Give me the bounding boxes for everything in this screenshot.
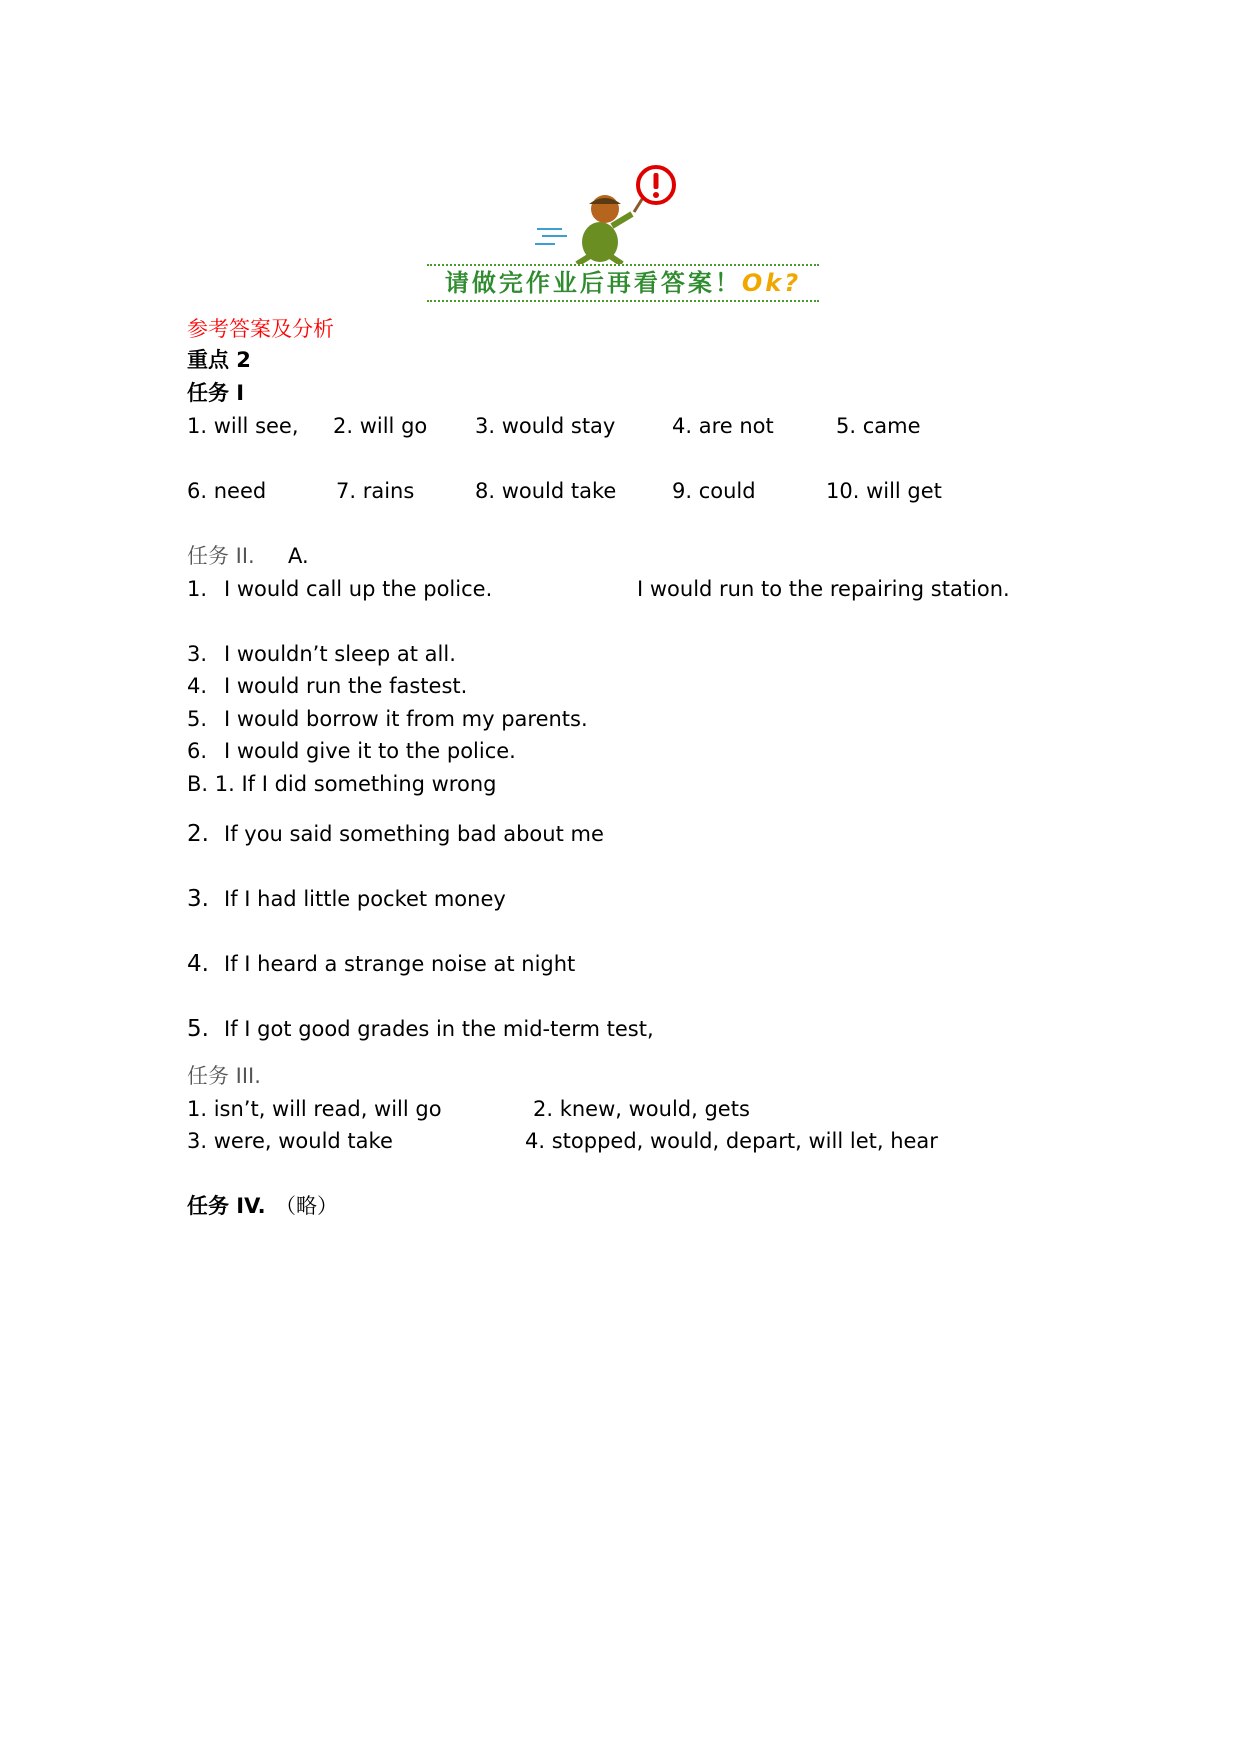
list-item [187, 950, 575, 978]
section-heading: 重点 2 [187, 348, 251, 372]
task2-part-b-first: B. 1. If I did something wrong [187, 772, 497, 796]
task3-answer: 2. knew, would, gets [533, 1097, 750, 1121]
list-item-text: I would give it to the police. [224, 739, 516, 763]
list-item-number: 5. [187, 707, 208, 731]
banner-text [427, 264, 819, 302]
task1-answer: 6. need [187, 479, 267, 503]
task1-answer: 8. would take [475, 479, 617, 503]
list-item-number: 5. [187, 1016, 209, 1042]
list-item-text: If I had little pocket money [224, 887, 506, 911]
list-item-number: 1. [187, 577, 208, 601]
task3-answer: 1. isn’t, will read, will go [187, 1097, 442, 1121]
list-item [187, 640, 456, 668]
task3-answer: 4. stopped, would, depart, will let, hear [525, 1129, 938, 1153]
task1-answer: 5. came [836, 414, 921, 438]
list-item [187, 575, 492, 603]
list-item [187, 705, 588, 733]
list-item [187, 672, 467, 700]
task3-label: 任务 III. [187, 1064, 261, 1088]
list-item-number: 2. [187, 821, 209, 847]
list-item-number: 6. [187, 739, 208, 763]
task1-answer: 3. would stay [475, 414, 616, 438]
list-item [187, 737, 516, 765]
reminder-banner [427, 164, 819, 304]
list-item [637, 575, 1010, 603]
list-item-text: I would borrow it from my parents. [224, 707, 588, 731]
list-item-text: I would call up the police. [224, 577, 493, 601]
list-item [187, 1015, 654, 1043]
exclamation-sign-icon [635, 164, 677, 206]
list-item-number: 4. [187, 951, 209, 977]
task4-label: 任务 IV. [187, 1194, 266, 1218]
task1-answer: 2. will go [333, 414, 428, 438]
list-item-text: If I heard a strange noise at night [224, 952, 576, 976]
list-item-text: I would run the fastest. [224, 674, 468, 698]
task1-answer: 4. are not [672, 414, 774, 438]
task1-answer: 9. could [672, 479, 756, 503]
list-item-text: I wouldn’t sleep at all. [224, 642, 456, 666]
list-item-number: 4. [187, 674, 208, 698]
list-item-text: If I got good grades in the mid-term test, [224, 1017, 654, 1041]
task1-answer: 7. rains [336, 479, 415, 503]
task3-answer: 3. were, would take [187, 1129, 393, 1153]
list-item-number: 3. [187, 642, 208, 666]
task2-part-a-label: A. [288, 544, 309, 568]
list-item-number: 3. [187, 886, 209, 912]
list-item-text: If you said something bad about me [224, 822, 604, 846]
task1-label: 任务 I [187, 381, 245, 405]
task4-note: （略） [275, 1194, 338, 1218]
task1-answer: 10. will get [826, 479, 942, 503]
banner-ok: Ok? [741, 269, 802, 297]
list-item [187, 885, 506, 913]
task1-answer: 1. will see, [187, 414, 299, 438]
page-title: 参考答案及分析 [187, 317, 334, 341]
task2-label: 任务 II. [187, 544, 255, 568]
list-item [187, 820, 604, 848]
cartoon-figure-icon [427, 164, 819, 264]
list-item-text: I would run to the repairing station. [637, 577, 1010, 601]
banner-message: 请做完作业后再看答案！ [444, 269, 742, 297]
